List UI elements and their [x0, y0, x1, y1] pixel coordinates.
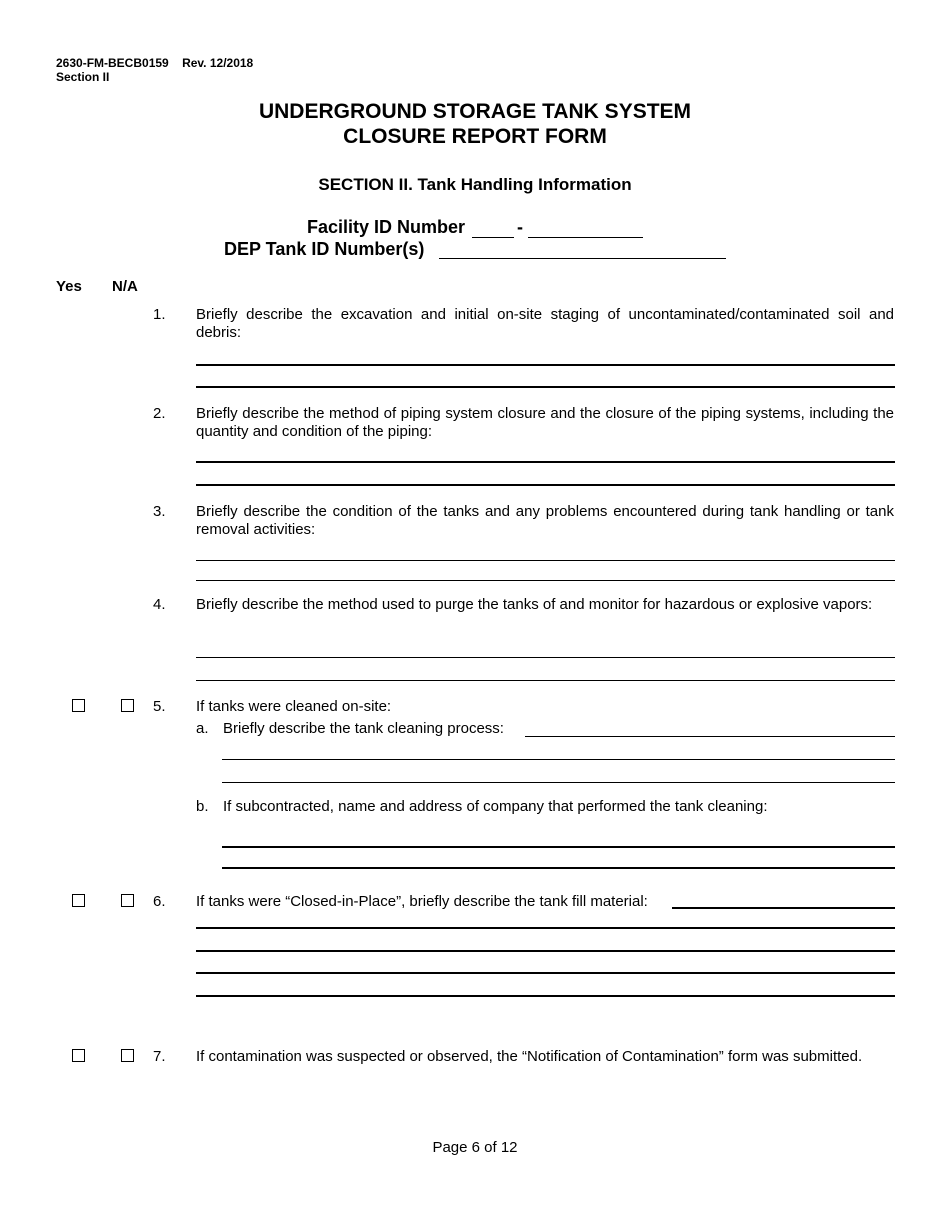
question-6-answer-line-4[interactable] — [196, 972, 895, 974]
dep-tank-id-label: DEP Tank ID Number(s) — [224, 239, 425, 259]
facility-id-field-part2[interactable] — [528, 237, 643, 238]
question-1-number: 1. — [153, 306, 166, 323]
form-code: 2630-FM-BECB0159 — [56, 56, 169, 70]
question-1-text: Briefly describe the excavation and initial on-site staging of uncontaminated/contaminated soil and debris: — [196, 306, 894, 341]
question-6-answer-line-1[interactable] — [672, 907, 895, 909]
facility-id-separator: - — [517, 217, 523, 237]
question-5a-letter: a. — [196, 720, 209, 737]
question-5a-text: Briefly describe the tank cleaning process: — [223, 720, 504, 737]
form-revision: Rev. 12/2018 — [182, 56, 254, 70]
question-7-number: 7. — [153, 1048, 166, 1065]
question-5-yes-checkbox[interactable] — [72, 699, 85, 712]
question-6-text: If tanks were “Closed-in-Place”, briefly describe the tank fill material: — [196, 893, 648, 910]
question-7-text: If contamination was suspected or observed, the “Notification of Contamination” form was submitted. — [196, 1048, 863, 1065]
question-7-na-checkbox[interactable] — [121, 1049, 134, 1062]
question-3-text: Briefly describe the condition of the tanks and any problems encountered during tank handling or tank removal activities: — [196, 503, 894, 538]
question-3-number: 3. — [153, 503, 166, 520]
question-6-answer-line-2[interactable] — [196, 927, 895, 929]
section-label: Section II — [56, 70, 110, 84]
form-title-line2: CLOSURE REPORT FORM — [343, 125, 607, 148]
question-4-answer-line-1[interactable] — [196, 657, 895, 658]
question-6-yes-checkbox[interactable] — [72, 894, 85, 907]
question-6-answer-line-5[interactable] — [196, 995, 895, 997]
question-5-na-checkbox[interactable] — [121, 699, 134, 712]
question-6-na-checkbox[interactable] — [121, 894, 134, 907]
question-7-yes-checkbox[interactable] — [72, 1049, 85, 1062]
question-1-answer-line-2[interactable] — [196, 386, 895, 388]
facility-id-field-part1[interactable] — [472, 237, 514, 238]
question-3-answer-line-1[interactable] — [196, 560, 895, 561]
question-6-number: 6. — [153, 893, 166, 910]
question-2-answer-line-2[interactable] — [196, 484, 895, 486]
question-4-text: Briefly describe the method used to purge the tanks of and monitor for hazardous or explosive vapors: — [196, 596, 873, 613]
question-4-number: 4. — [153, 596, 166, 613]
question-2-number: 2. — [153, 405, 166, 422]
question-5-number: 5. — [153, 698, 166, 715]
question-5a-answer-line-3[interactable] — [222, 782, 895, 783]
question-5a-answer-line-1[interactable] — [525, 736, 895, 737]
dep-tank-id-field[interactable] — [439, 258, 726, 259]
question-4-answer-line-2[interactable] — [196, 680, 895, 681]
question-5b-answer-line-2[interactable] — [222, 867, 895, 869]
question-2-answer-line-1[interactable] — [196, 461, 895, 463]
question-5b-text: If subcontracted, name and address of company that performed the tank cleaning: — [223, 798, 768, 815]
question-1-answer-line-1[interactable] — [196, 364, 895, 366]
question-5a-answer-line-2[interactable] — [222, 759, 895, 760]
section-title: SECTION II. Tank Handling Information — [318, 175, 632, 194]
question-5b-answer-line-1[interactable] — [222, 846, 895, 848]
form-title-line1: UNDERGROUND STORAGE TANK SYSTEM — [258, 100, 692, 123]
question-3-answer-line-2[interactable] — [196, 580, 895, 581]
question-6-answer-line-3[interactable] — [196, 950, 895, 952]
na-column-header: N/A — [112, 278, 138, 295]
page-number: Page 6 of 12 — [432, 1139, 518, 1156]
yes-column-header: Yes — [56, 278, 82, 295]
question-5-text: If tanks were cleaned on-site: — [196, 698, 392, 715]
question-2-text: Briefly describe the method of piping system closure and the closure of the piping systems, including the quantity and condition of the piping: — [196, 405, 894, 440]
facility-id-label: Facility ID Number — [307, 217, 466, 237]
question-5b-letter: b. — [196, 798, 209, 815]
form-code-header — [56, 56, 253, 70]
